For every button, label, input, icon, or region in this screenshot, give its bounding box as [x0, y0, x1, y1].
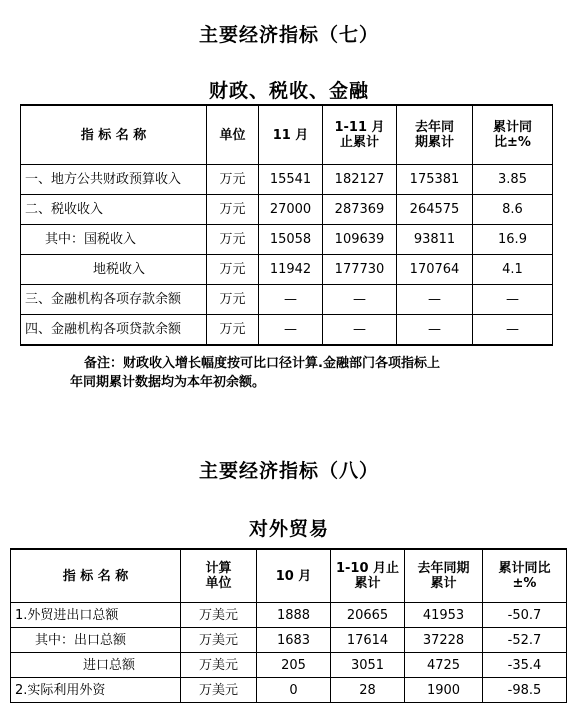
finance-table — [20, 104, 553, 346]
row-name: 其中：出口总额 — [11, 628, 181, 653]
row-last: 37228 — [405, 628, 483, 653]
note-line-2: 年同期累计数据均为本年初余额。 — [70, 375, 266, 390]
row-last: 175381 — [397, 165, 473, 195]
table-row — [21, 315, 553, 346]
row-unit: 万元 — [207, 165, 259, 195]
row-pct: -98.5 — [483, 678, 567, 703]
row-cum: 28 — [331, 678, 405, 703]
row-unit: 万元 — [207, 285, 259, 315]
header-unit: 单位 — [207, 105, 259, 165]
section8-subtitle: 对外贸易 — [248, 518, 329, 540]
row-cum: — — [323, 315, 397, 346]
table-row — [21, 195, 553, 225]
header-month: 10 月 — [257, 549, 331, 603]
header-last-year: 去年同 期累计 — [397, 105, 473, 165]
header-month: 11 月 — [259, 105, 323, 165]
row-name: 四、金融机构各项贷款余额 — [21, 315, 207, 346]
row-month: 11942 — [259, 255, 323, 285]
row-month: 0 — [257, 678, 331, 703]
row-unit: 万元 — [207, 255, 259, 285]
table-row — [21, 225, 553, 255]
row-unit: 万元 — [207, 315, 259, 346]
row-name: 1.外贸进出口总额 — [11, 603, 181, 628]
note-line-1: 备注：财政收入增长幅度按可比口径计算.金融部门各项指标上 — [84, 356, 440, 371]
row-pct: -35.4 — [483, 653, 567, 678]
row-last: 1900 — [405, 678, 483, 703]
row-month: 27000 — [259, 195, 323, 225]
table-row — [11, 628, 567, 653]
header-cumulative: 1-10 月止 累计 — [331, 549, 405, 603]
row-name: 其中：国税收入 — [21, 225, 207, 255]
row-last: 264575 — [397, 195, 473, 225]
row-name: 二、税收收入 — [21, 195, 207, 225]
header-unit: 计算 单位 — [181, 549, 257, 603]
row-last: 170764 — [397, 255, 473, 285]
row-month: 205 — [257, 653, 331, 678]
row-cum: 182127 — [323, 165, 397, 195]
row-cum: 3051 — [331, 653, 405, 678]
row-last: — — [397, 285, 473, 315]
table-row — [11, 603, 567, 628]
row-name: 2.实际利用外资 — [11, 678, 181, 703]
header-cumulative: 1-11 月 止累计 — [323, 105, 397, 165]
row-unit: 万美元 — [181, 603, 257, 628]
row-pct: -52.7 — [483, 628, 567, 653]
row-pct: -50.7 — [483, 603, 567, 628]
row-month: — — [259, 285, 323, 315]
table-row — [21, 255, 553, 285]
row-name: 地税收入 — [21, 255, 207, 285]
row-last: 93811 — [397, 225, 473, 255]
row-cum: 287369 — [323, 195, 397, 225]
row-month: — — [259, 315, 323, 346]
row-month: 15058 — [259, 225, 323, 255]
trade-header-row — [11, 549, 567, 603]
row-pct: 3.85 — [473, 165, 553, 195]
row-pct: — — [473, 285, 553, 315]
row-month: 1888 — [257, 603, 331, 628]
section8-title: 主要经济指标（八） — [198, 460, 379, 482]
foreign-trade-table — [10, 548, 567, 703]
row-unit: 万元 — [207, 195, 259, 225]
row-cum: 17614 — [331, 628, 405, 653]
header-yoy-pct: 累计同 比±% — [473, 105, 553, 165]
finance-header-row — [21, 105, 553, 165]
table-row — [21, 165, 553, 195]
row-unit: 万美元 — [181, 653, 257, 678]
row-last: 4725 — [405, 653, 483, 678]
table-row — [11, 653, 567, 678]
row-unit: 万元 — [207, 225, 259, 255]
row-last: — — [397, 315, 473, 346]
row-last: 41953 — [405, 603, 483, 628]
row-month: 1683 — [257, 628, 331, 653]
row-cum: — — [323, 285, 397, 315]
section7-subtitle: 财政、税收、金融 — [208, 80, 369, 102]
row-name: 三、金融机构各项存款余额 — [21, 285, 207, 315]
row-cum: 109639 — [323, 225, 397, 255]
table-row — [11, 678, 567, 703]
row-unit: 万美元 — [181, 628, 257, 653]
row-month: 15541 — [259, 165, 323, 195]
row-pct: 16.9 — [473, 225, 553, 255]
row-pct: 8.6 — [473, 195, 553, 225]
header-last-year: 去年同期 累计 — [405, 549, 483, 603]
section7-title: 主要经济指标（七） — [198, 24, 379, 46]
row-cum: 20665 — [331, 603, 405, 628]
row-pct: 4.1 — [473, 255, 553, 285]
row-unit: 万美元 — [181, 678, 257, 703]
header-indicator-name: 指 标 名 称 — [11, 549, 181, 603]
row-name: 进口总额 — [11, 653, 181, 678]
header-yoy-pct: 累计同比 ±% — [483, 549, 567, 603]
row-pct: — — [473, 315, 553, 346]
header-indicator-name: 指 标 名 称 — [21, 105, 207, 165]
row-cum: 177730 — [323, 255, 397, 285]
row-name: 一、地方公共财政预算收入 — [21, 165, 207, 195]
table-row — [21, 285, 553, 315]
